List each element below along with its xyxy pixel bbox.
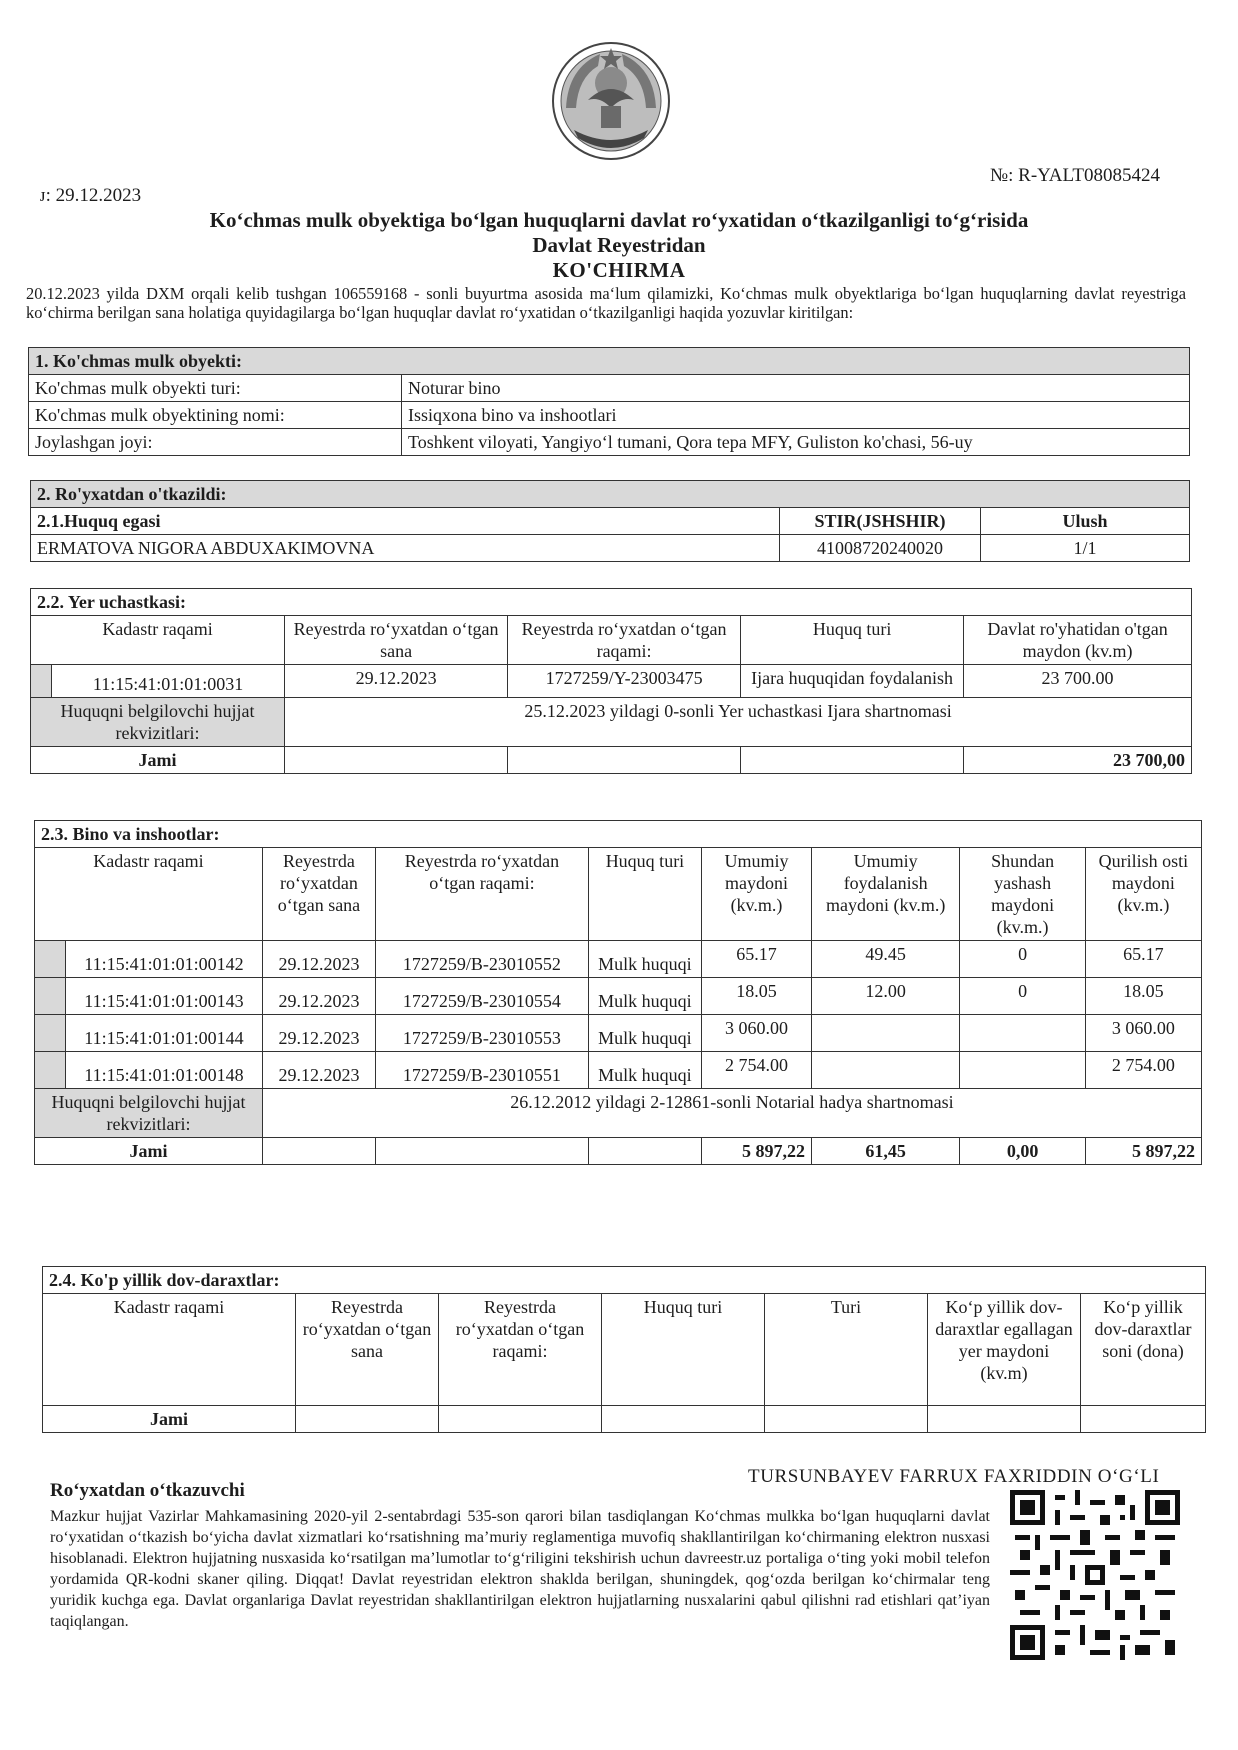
row-marker	[35, 978, 66, 1015]
bld-footprint-sum: 5 897,22	[1085, 1138, 1201, 1165]
bld-cadastre: 11:15:41:01:01:00148	[66, 1052, 263, 1089]
table-row	[35, 1015, 1202, 1052]
land-doc-value: 25.12.2023 yildagi 0-sonli Yer uchastkasi Ijara shartnomasi	[285, 698, 1192, 747]
tree-header-type: Turi	[765, 1294, 928, 1406]
bld-header-right-type: Huquq turi	[588, 848, 701, 941]
owner-name: ERMATOVA NIGORA ABDUXAKIMOVNA	[31, 535, 780, 562]
bld-living-area: 0	[960, 941, 1085, 978]
bld-header-common-area: Umumiy foydalanish maydoni (kv.m.)	[812, 848, 960, 941]
document-title: Ko‘chmas mulk obyektiga bo‘lgan huquqlarni davlat ro‘yxatidan o‘tkazilganligi to‘g‘risida	[209, 208, 1029, 232]
bld-total-area-sum: 5 897,22	[701, 1138, 811, 1165]
property-object-table	[28, 347, 1190, 456]
bld-total-area: 2 754.00	[701, 1052, 811, 1089]
bld-common-area: 49.45	[812, 941, 960, 978]
bld-footprint: 3 060.00	[1085, 1015, 1201, 1052]
bld-number: 1727259/B-23010554	[375, 978, 588, 1015]
section-2-2-title: 2.2. Yer uchastkasi:	[31, 589, 1192, 616]
bld-doc-value: 26.12.2012 yildagi 2-12861-sonli Notarial hadya shartnomasi	[262, 1089, 1201, 1138]
buildings-table	[34, 820, 1202, 1165]
object-name-label: Ko'chmas mulk obyektining nomi:	[29, 402, 402, 429]
tree-header-cadastre: Kadastr raqami	[43, 1294, 296, 1406]
issue-date: ᴊ: 29.12.2023	[40, 185, 142, 206]
table-row	[35, 1052, 1202, 1089]
trees-table	[42, 1266, 1206, 1433]
bld-header-footprint: Qurilish osti maydoni (kv.m.)	[1085, 848, 1201, 941]
bld-date: 29.12.2023	[262, 1052, 375, 1089]
land-total-label: Jami	[31, 747, 285, 774]
owner-share: 1/1	[981, 535, 1190, 562]
bld-number: 1727259/B-23010552	[375, 941, 588, 978]
registrar-name: TURSUNBAYEV FARRUX FAXRIDDIN O‘G‘LI	[748, 1466, 1160, 1487]
bld-cadastre: 11:15:41:01:01:00144	[66, 1015, 263, 1052]
stir-label: STIR(JSHSHIR)	[780, 508, 981, 535]
bld-header-cadastre: Kadastr raqami	[35, 848, 263, 941]
bld-total-area: 18.05	[701, 978, 811, 1015]
section-2-3-title: 2.3. Bino va inshootlar:	[35, 821, 1202, 848]
location-label: Joylashgan joyi:	[29, 429, 402, 456]
land-cadastre: 11:15:41:01:01:0031	[52, 665, 285, 698]
section-2-4-title: 2.4. Ko'p yillik dov-daraxtlar:	[43, 1267, 1206, 1294]
row-marker	[35, 941, 66, 978]
land-doc-label: Huquqni belgilovchi hujjat rekvizitlari:	[31, 698, 285, 747]
bld-total-area: 3 060.00	[701, 1015, 811, 1052]
document-number: №: R-YALT08085424	[990, 165, 1160, 186]
registration-table	[30, 480, 1190, 562]
bld-number: 1727259/B-23010553	[375, 1015, 588, 1052]
bld-living-area-sum: 0,00	[960, 1138, 1085, 1165]
owner-stir: 41008720240020	[780, 535, 981, 562]
tree-header-date: Reyestrda ro‘yxatdan o‘tgan sana	[296, 1294, 439, 1406]
land-total-value: 23 700,00	[964, 747, 1192, 774]
bld-living-area	[960, 1052, 1085, 1089]
object-type-value: Noturar bino	[402, 375, 1190, 402]
bld-header-number: Reyestrda ro‘yxatdan o‘tgan raqami:	[375, 848, 588, 941]
bld-date: 29.12.2023	[262, 1015, 375, 1052]
bld-common-area-sum: 61,45	[812, 1138, 960, 1165]
bld-living-area	[960, 1015, 1085, 1052]
land-header-area: Davlat ro'yhatidan o'tgan maydon (kv.m)	[964, 616, 1192, 665]
tree-header-count: Ko‘p yillik dov-daraxtlar soni (dona)	[1081, 1294, 1206, 1406]
bld-doc-label: Huquqni belgilovchi hujjat rekvizitlari:	[35, 1089, 263, 1138]
bld-right-type: Mulk huquqi	[588, 941, 701, 978]
bld-header-total-area: Umumiy maydoni (kv.m.)	[701, 848, 811, 941]
row-marker	[31, 665, 52, 698]
bld-right-type: Mulk huquqi	[588, 1052, 701, 1089]
bld-common-area	[812, 1052, 960, 1089]
bld-date: 29.12.2023	[262, 941, 375, 978]
land-header-date: Reyestrda ro‘yxatdan o‘tgan sana	[285, 616, 508, 665]
bld-footprint: 18.05	[1085, 978, 1201, 1015]
bld-total-area: 65.17	[701, 941, 811, 978]
land-plot-table	[30, 588, 1192, 774]
qr-code[interactable]	[1010, 1490, 1180, 1660]
land-right-type: Ijara huquqidan foydalanish	[741, 665, 964, 698]
bld-right-type: Mulk huquqi	[588, 978, 701, 1015]
intro-paragraph: 20.12.2023 yilda DXM orqali kelib tushgan 106559168 - sonli buyurtma asosida ma‘lum qilamizki, Ko‘chmas mulk obyektlariga bo‘lgan huquqlarning davlat reyestriga ko‘chirma berilgan sana holatiga quyidagilarga bo‘lgan huquqlar davlat ro‘yxatidan o‘tkazilganligi haqida yozuvlar kiritilgan:	[26, 284, 1186, 322]
land-header-right-type: Huquq turi	[741, 616, 964, 665]
registrar-label: Ro‘yxatdan o‘tkazuvchi	[50, 1480, 245, 1501]
legal-note: Mazkur hujjat Vazirlar Mahkamasining 2020-yil 2-sentabrdagi 535-son qarori bilan tasdiqlangan Ko‘chmas mulkka bo‘lgan huquqlarni davlat ro‘yxatidan o‘tkazish bo‘yicha davlat xizmatlari ko‘rsatishning ma’muriy reglamentiga muvofiq shakllantirilgan ko‘chirmaning elektron nusxasi hisoblanadi. Elektron hujjatning nusxasida ko‘rsatilgan ma’lumotlar to‘g‘riligini tekshirish uchun davreestr.uz portaliga o‘ting yoki mobil telefon yordamida QR-kodni skaner qiling. Diqqat! Davlat reyestridan elektron shaklda berilgan, shuningdek, qog‘ozda berilgan ko‘chirmalar teng yuridik kuchga ega. Davlat organlariga Davlat reyestridan shakllantirilgan elektron hujjatlarning nusxalarini qabul qilishni rad etishlari qat’iyan taqiqlangan.	[50, 1508, 990, 1630]
bld-cadastre: 11:15:41:01:01:00143	[66, 978, 263, 1015]
state-emblem	[548, 38, 674, 164]
location-value: Toshkent viloyati, Yangiyo‘l tumani, Qora tepa MFY, Guliston ko'chasi, 56-uy	[402, 429, 1190, 456]
section-1-title: 1. Ko'chmas mulk obyekti:	[29, 348, 1190, 375]
land-date: 29.12.2023	[285, 665, 508, 698]
land-header-cadastre: Kadastr raqami	[31, 616, 285, 665]
bld-common-area	[812, 1015, 960, 1052]
land-area: 23 700.00	[964, 665, 1192, 698]
tree-total-label: Jami	[43, 1406, 296, 1433]
bld-footprint: 2 754.00	[1085, 1052, 1201, 1089]
tree-header-area: Ko‘p yillik dov-daraxtlar egallagan yer maydoni (kv.m)	[928, 1294, 1081, 1406]
bld-right-type: Mulk huquqi	[588, 1015, 701, 1052]
object-type-label: Ko'chmas mulk obyekti turi:	[29, 375, 402, 402]
bld-common-area: 12.00	[812, 978, 960, 1015]
table-row	[35, 941, 1202, 978]
object-name-value: Issiqxona bino va inshootlari	[402, 402, 1190, 429]
bld-total-label: Jami	[35, 1138, 263, 1165]
row-marker	[35, 1015, 66, 1052]
bld-header-date: Reyestrda ro‘yxatdan o‘tgan sana	[262, 848, 375, 941]
share-label: Ulush	[981, 508, 1190, 535]
owner-label: 2.1.Huquq egasi	[31, 508, 780, 535]
table-row	[35, 978, 1202, 1015]
bld-footprint: 65.17	[1085, 941, 1201, 978]
land-number: 1727259/Y-23003475	[508, 665, 741, 698]
land-header-number: Reyestrda ro‘yxatdan o‘tgan raqami:	[508, 616, 741, 665]
section-2-title: 2. Ro'yxatdan o'tkazildi:	[31, 481, 1190, 508]
bld-cadastre: 11:15:41:01:01:00142	[66, 941, 263, 978]
document-subtitle: Davlat Reyestridan	[532, 233, 706, 257]
tree-header-number: Reyestrda ro‘yxatdan o‘tgan raqami:	[439, 1294, 602, 1406]
document-heading: KO'CHIRMA	[552, 258, 686, 282]
tree-header-right-type: Huquq turi	[602, 1294, 765, 1406]
bld-header-living-area: Shundan yashash maydoni (kv.m.)	[960, 848, 1085, 941]
bld-living-area: 0	[960, 978, 1085, 1015]
row-marker	[35, 1052, 66, 1089]
bld-number: 1727259/B-23010551	[375, 1052, 588, 1089]
bld-date: 29.12.2023	[262, 978, 375, 1015]
